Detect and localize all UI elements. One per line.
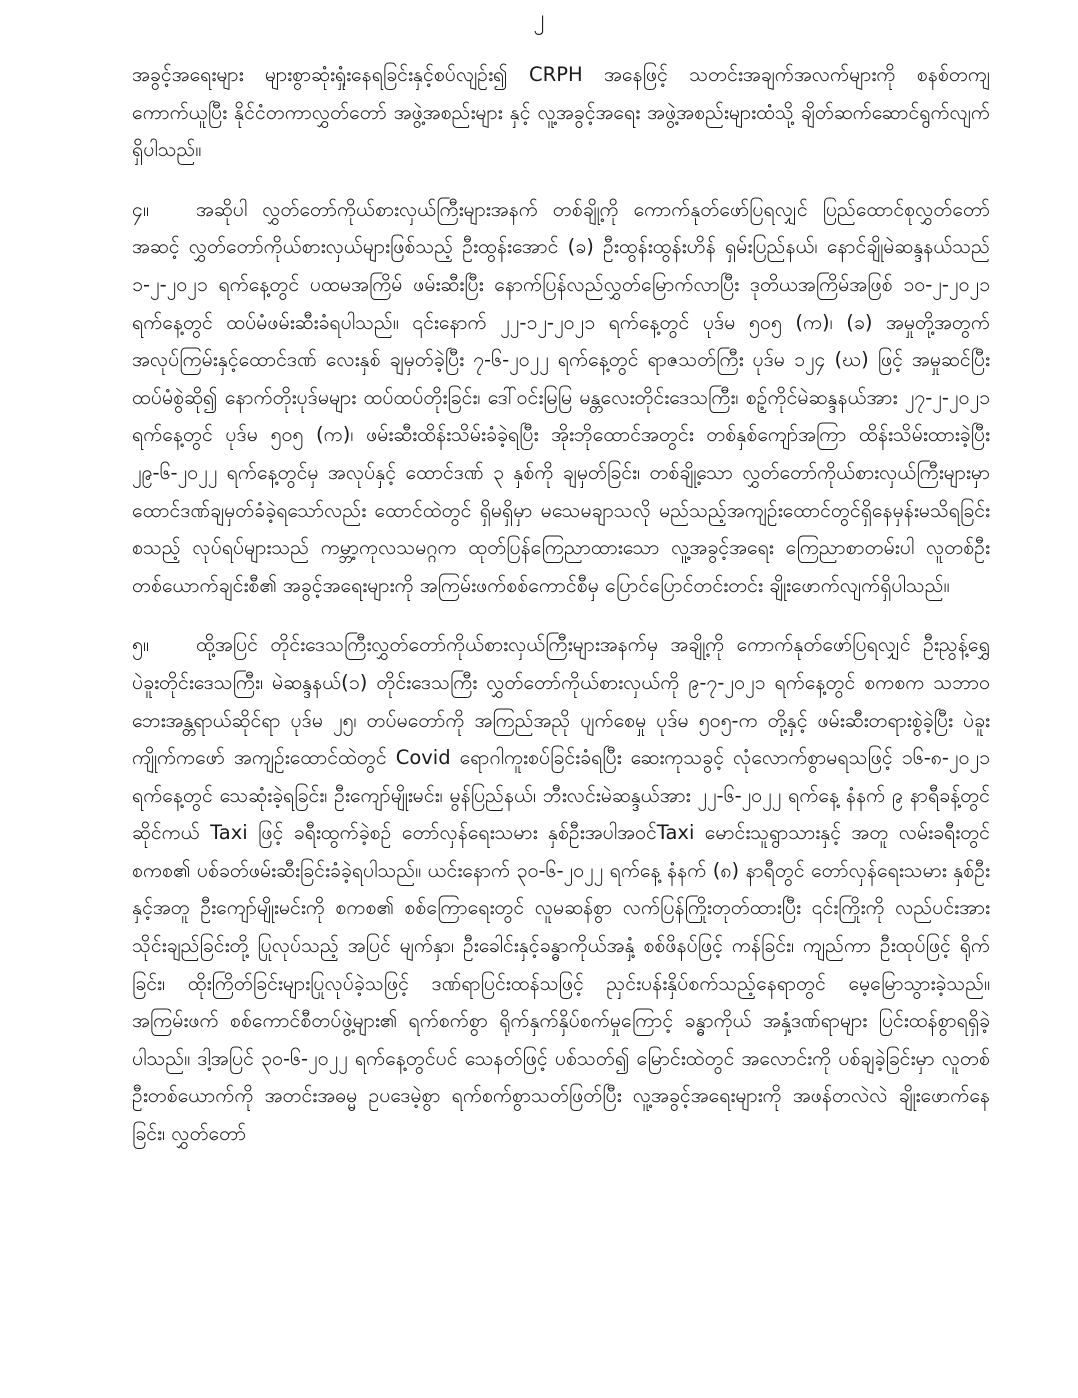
paragraph-text: ထို့အပြင် တိုင်းဒေသကြီးလွှတ်တော်ကိုယ်စားလှယ်ကြီးများအနက်မှ အချို့ကို ကောက်နုတ်ဖော်ပြရလျှင် ဦးညွန့်ရွှေ ပဲခူးတိုင်းဒေသကြီး၊ မဲဆန္ဒနယ်(၁) တိုင်းဒေသကြီး လွှတ်တော်ကိုယ်စားလှယ်ကို ၉-၇-၂၀၂၁ ရက်နေ့တွင် စကစက သဘာဝဘေးအန္တရာယ်ဆိုင်ရာ ပုဒ်မ ၂၅၊ တပ်မတော်ကို အကြည်အညို ပျက်စေမှု ပုဒ်မ ၅၀၅-က တို့နှင့် ဖမ်းဆီးတရားစွဲခဲ့ပြီး ပဲခူးကျိုက်ကဖော် အကျဉ်းထောင်ထဲတွင် Covid ရောဂါကူးစပ်ခြင်းခံရပြီး ဆေးကုသခွင့် လုံလောက်စွာမရသဖြင့် ၁၆-၈-၂၀၂၁ ရက်နေ့တွင် သေဆုံးခဲ့ရခြင်း၊ ဦးကျော်မျိုးမင်း၊ မွန်ပြည်နယ်၊ ဘီးလင်းမဲဆန္ဒယ်အား ၂၂-၆-၂၀၂၂ ရက်နေ့ နံနက် ၉ နာရီခန့်တွင် ဆိုင်ကယ် Taxi ဖြင့် ခရီးထွက်ခဲ့စဉ် တော်လှန်ရေးသမား နှစ်ဦးအပါအဝင်Taxi မောင်းသူရွာသားနှင့် အတူ လမ်းခရီးတွင် စကစ၏ ပစ်ခတ်ဖမ်းဆီးခြင်းခံခဲ့ရပါသည်။ ယင်းနောက် ၃၀-၆-၂၀၂၂ ရက်နေ့ နံနက် (၈) နာရီတွင် တော်လှန်ရေးသမား နှစ်ဦးနှင့်အတူ ဦးကျော်မျိုးမင်းကို စကစ၏ စစ်ကြောရေးတွင် လူမဆန်စွာ လက်ပြန်ကြိုးတုတ်ထားပြီး ၎င်းကြိုးကို လည်ပင်းအား သိုင်းချည်ခြင်းတို့ ပြုလုပ်သည့် အပြင် မျက်နှာ၊ ဦးခေါင်းနှင့်ခန္ဓာကိုယ်အနှံ့ စစ်ဖိနပ်ဖြင့် ကန်ခြင်း၊ ကျည်ကာ ဦးထုပ်ဖြင့် ရိုက်ခြင်း၊ ထိုးကြိတ်ခြင်းများပြုလုပ်ခဲ့သဖြင့် ဒဏ်ရာပြင်းထန်သဖြင့် ညှင်းပန်းနှိပ်စက်သည့်နေရာတွင် မေ့မြောသွားခဲ့သည်။ အကြမ်းဖက် စစ်ကောင်စီတပ်ဖွဲ့များ၏ ရက်စက်စွာ ရိုက်နှက်နှိပ်စက်မှုကြောင့် ခန္ဓာကိုယ် အနှံ့ဒဏ်ရာများ ပြင်းထန်စွာရရှိခဲ့ပါသည်။ ဒါ့အပြင် ၃၀-၆-၂၀၂၂ ရက်နေ့တွင်ပင် သေနတ်ဖြင့် ပစ်သတ်၍ မြောင်းထဲတွင် အလောင်းကို ပစ်ချခဲ့ခြင်းမှာ လူတစ်ဦးတစ်ယောက်ကို အတင်းအဓမ္မ ဥပဒေမဲ့စွာ ရက်စက်စွာသတ်ဖြတ်ပြီး လူ့အခွင့်အရေးများကို အဖန်တလဲလဲ ချိုးဖောက်နေခြင်း၊ လွှတ်တော် (132, 633, 990, 1146)
paragraph-text: အဆိုပါ လွှတ်တော်ကိုယ်စားလှယ်ကြီးများအနက် တစ်ချို့ကို ကောက်နုတ်ဖော်ပြရလျှင် ပြည်ထောင်စုလွှတ်တော်အဆင့် လွှတ်တော်ကိုယ်စားလှယ်များဖြစ်သည့် ဦးထွန်းအောင် (ခ) ဦးထွန်းထွန်းဟိန် ရှမ်းပြည်နယ်၊ နောင်ချိုမဲဆန္ဒနယ်သည် ၁-၂-၂၀၂၁ ရက်နေ့တွင် ပထမအကြိမ် ဖမ်းဆီးပြီး နောက်ပြန်လည်လွှတ်မြောက်လာပြီး ဒုတိယအကြိမ်အဖြစ် ၁၀-၂-၂၀၂၁ ရက်နေ့တွင် ထပ်မံဖမ်းဆီးခံရပါသည်။ ၎င်းနောက် ၂၂-၁၂-၂၀၂၁ ရက်နေ့တွင် ပုဒ်မ ၅၀၅ (က)၊ (ခ) အမှုတို့အတွက် အလုပ်ကြမ်းနှင့်ထောင်ဒဏ် လေးနှစ် ချမှတ်ခဲ့ပြီး ၇-၆-၂၀၂၂ ရက်နေ့တွင် ရာဇသတ်ကြီး ပုဒ်မ ၁၂၄ (ဃ) ဖြင့် အမှုဆင်ပြီး ထပ်မံစွဲဆို၍ နောက်တိုးပုဒ်မများ ထပ်ထပ်တိုးခြင်း၊ ဒေါ်ဝင်းမြမြ မန္တလေးတိုင်းဒေသကြီး၊ စဉ့်ကိုင်မဲဆန္ဒနယ်အား ၂၇-၂-၂၀၂၁ ရက်နေ့တွင် ပုဒ်မ ၅၀၅ (က)၊ ဖမ်းဆီးထိန်းသိမ်းခံခဲ့ရပြီး အိုးဘိုထောင်အတွင်း တစ်နှစ်ကျော်အကြာ ထိန်းသိမ်းထားခဲ့ပြီး ၂၉-၆-၂၀၂၂ ရက်နေ့တွင်မှ အလုပ်နှင့် ထောင်ဒဏ် ၃ နှစ်ကို ချမှတ်ခြင်း၊ တစ်ချို့သော လွှတ်တော်ကိုယ်စားလှယ်ကြီးများမှာ ထောင်ဒဏ်ချမှတ်ခံခဲ့ရသော်လည်း ထောင်ထဲတွင် ရှိမရှိမှာ မသေမချာသလို မည်သည့်အကျဉ်းထောင်တွင်ရှိနေမှန်းမသိရခြင်း စသည့် လုပ်ရပ်များသည် ကမ္ဘာ့ကုလသမဂ္ဂက ထုတ်ပြန်ကြေညာထားသော လူ့အခွင့်အရေး ကြေညာစာတမ်းပါ လူတစ်ဦး တစ်ယောက်ချင်းစီ၏ အခွင့်အရေးများကို အကြမ်းဖက်စစ်ကောင်စီမှ ပြောင်ပြောင်တင်းတင်း ချိုးဖောက်လျက်ရှိပါသည်။ (132, 197, 990, 597)
paragraph-number: ၄။ (132, 197, 149, 221)
paragraph-4 (132, 191, 990, 605)
paragraph-text: အခွင့်အရေးများ များစွာဆုံးရှုံးနေရခြင်းနှင့်စပ်လျဉ်း၍ CRPH အနေဖြင့် သတင်းအချက်အလက်များကို စနစ်တကျ ကောက်ယူပြီး နိုင်ငံတကာလွှတ်တော် အဖွဲ့အစည်းများ နှင့် လူ့အခွင့်အရေး အဖွဲ့အစည်းများထံသို့ ချိတ်ဆက်ဆောင်ရွက်လျက်ရှိပါသည်။ (132, 63, 990, 162)
paragraph-number: ၅။ (132, 633, 149, 657)
document-body (132, 56, 990, 1386)
paragraph-continuation (132, 56, 990, 169)
page-number: ၂ (533, 6, 545, 31)
paragraph-5 (132, 626, 990, 1152)
